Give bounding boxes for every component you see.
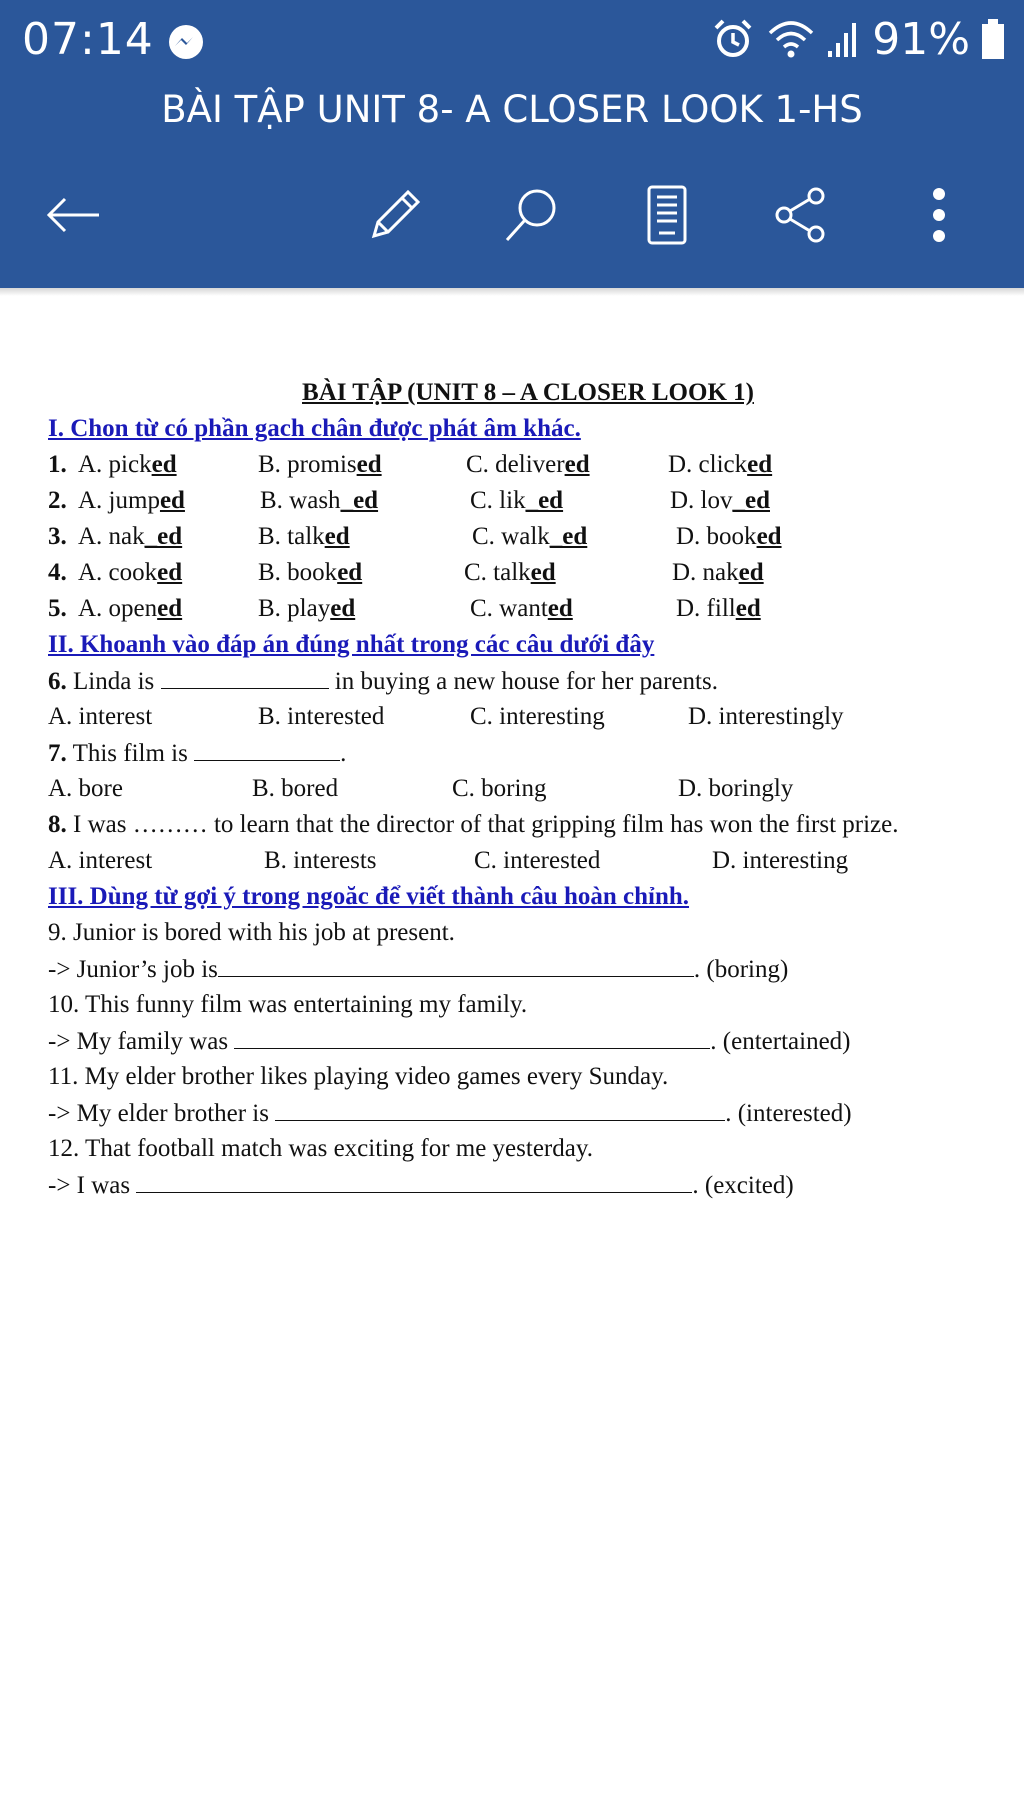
option-d: D. lov_ed <box>670 487 770 514</box>
option-a: A. interest <box>48 847 153 874</box>
option-c: C. lik_ed <box>470 487 564 514</box>
document-title: BÀI TẬP UNIT 8- A CLOSER LOOK 1-HS <box>161 88 863 131</box>
option-d: D. boringly <box>678 775 794 802</box>
question-9: 9. Junior is bored with his job at present. <box>48 919 455 946</box>
answer-hint: . (interested) <box>725 1100 852 1127</box>
question-text: . <box>340 740 347 767</box>
question-7-options <box>48 772 1008 806</box>
option-c: C. wanted <box>470 595 573 622</box>
question-4 <box>48 556 1008 590</box>
option-c: C. boring <box>452 775 547 802</box>
status-time: 07:14 <box>22 14 154 65</box>
worksheet-title: BÀI TẬP (UNIT 8 – A CLOSER LOOK 1) <box>302 379 754 406</box>
app-bar-shadow <box>0 288 1024 296</box>
option-a: A. opened <box>78 595 183 622</box>
question-9-answer <box>48 952 788 986</box>
question-12: 12. That football match was exciting for me yesterday. <box>48 1135 593 1162</box>
option-d: D. booked <box>676 523 782 550</box>
option-b: B. interested <box>258 703 385 730</box>
question-8-options <box>48 844 1008 878</box>
messenger-icon <box>166 22 206 62</box>
question-number: 2. <box>48 487 67 514</box>
reading-view-button[interactable] <box>632 180 702 250</box>
option-a: A. bore <box>48 775 123 802</box>
option-a: A. cooked <box>78 559 183 586</box>
option-d: D. interesting <box>712 847 849 874</box>
answer-hint: . (excited) <box>692 1172 794 1199</box>
wifi-icon <box>766 17 816 61</box>
option-b: B. bored <box>252 775 339 802</box>
option-d: D. naked <box>672 559 764 586</box>
answer-blank <box>136 1168 692 1193</box>
more-button[interactable] <box>904 180 974 250</box>
toolbar <box>0 180 1024 250</box>
signal-icon <box>826 17 862 61</box>
option-d: D. clicked <box>668 451 773 478</box>
option-c: C. walk_ed <box>472 523 588 550</box>
app-bar <box>0 0 1024 288</box>
answer-prompt: -> I was <box>48 1172 131 1199</box>
question-number: 6. <box>48 668 67 695</box>
option-d: D. interestingly <box>688 703 844 730</box>
pencil-icon <box>364 184 426 246</box>
answer-blank <box>275 1096 725 1121</box>
question-12-answer <box>48 1168 794 1202</box>
answer-blank <box>234 1024 710 1049</box>
question-number: 1. <box>48 451 67 478</box>
question-text: This film is <box>72 740 188 767</box>
battery-icon <box>980 17 1006 61</box>
status-bar <box>0 0 1024 80</box>
answer-prompt: -> My elder brother is <box>48 1100 269 1127</box>
question-7 <box>48 736 346 770</box>
option-c: C. delivered <box>466 451 590 478</box>
question-text: I was ……… to learn that the director of that gripping film has won the first prize. <box>73 811 899 838</box>
option-a: A. nak_ed <box>78 523 183 550</box>
answer-blank <box>218 952 694 977</box>
question-11-answer <box>48 1096 852 1130</box>
question-1 <box>48 448 1008 482</box>
question-6-options <box>48 700 1008 734</box>
question-number: 7. <box>48 740 67 767</box>
option-c: C. interested <box>474 847 601 874</box>
question-8 <box>48 808 898 842</box>
more-icon <box>929 184 949 246</box>
option-a: A. jumped <box>78 487 185 514</box>
section-1-heading: I. Chon từ có phần gach chân được phát âm khác. <box>48 415 581 442</box>
question-number: 8. <box>48 811 67 838</box>
option-b: B. talked <box>258 523 350 550</box>
option-b: B. promised <box>258 451 382 478</box>
option-d: D. filled <box>676 595 761 622</box>
answer-prompt: -> My family was <box>48 1028 229 1055</box>
option-b: B. wash_ed <box>260 487 379 514</box>
share-button[interactable] <box>766 180 836 250</box>
search-icon <box>501 184 563 246</box>
reading-view-icon <box>644 184 690 246</box>
search-button[interactable] <box>497 180 567 250</box>
question-number: 3. <box>48 523 67 550</box>
question-text: Linda is <box>73 668 155 695</box>
answer-blank <box>194 736 340 761</box>
option-c: C. talked <box>464 559 556 586</box>
question-number: 4. <box>48 559 67 586</box>
battery-percent: 91% <box>872 13 970 65</box>
back-button[interactable] <box>38 180 108 250</box>
question-10-answer <box>48 1024 851 1058</box>
option-b: B. played <box>258 595 356 622</box>
answer-hint: . (entertained) <box>710 1028 851 1055</box>
answer-hint: . (boring) <box>693 956 789 983</box>
option-a: A. interest <box>48 703 153 730</box>
section-2-heading: II. Khoanh vào đáp án đúng nhất trong các câu dưới đây <box>48 631 655 658</box>
option-b: B. booked <box>258 559 363 586</box>
alarm-icon <box>710 16 756 62</box>
option-a: A. picked <box>78 451 177 478</box>
option-b: B. interests <box>264 847 377 874</box>
question-6 <box>48 664 718 698</box>
question-11: 11. My elder brother likes playing video games every Sunday. <box>48 1063 669 1090</box>
option-c: C. interesting <box>470 703 605 730</box>
status-indicators <box>710 14 1006 64</box>
section-3-heading: III. Dùng từ gợi ý trong ngoăc để viết thành câu hoàn chỉnh. <box>48 883 690 910</box>
question-number: 5. <box>48 595 67 622</box>
question-10: 10. This funny film was entertaining my family. <box>48 991 528 1018</box>
question-2 <box>48 484 1008 518</box>
answer-prompt: -> Junior’s job is <box>48 956 218 983</box>
edit-button[interactable] <box>360 180 430 250</box>
share-icon <box>770 184 832 246</box>
answer-blank <box>161 664 329 689</box>
question-5 <box>48 592 1008 626</box>
question-text: in buying a new house for her parents. <box>334 668 718 695</box>
back-arrow-icon <box>43 195 103 235</box>
question-3 <box>48 520 1008 554</box>
